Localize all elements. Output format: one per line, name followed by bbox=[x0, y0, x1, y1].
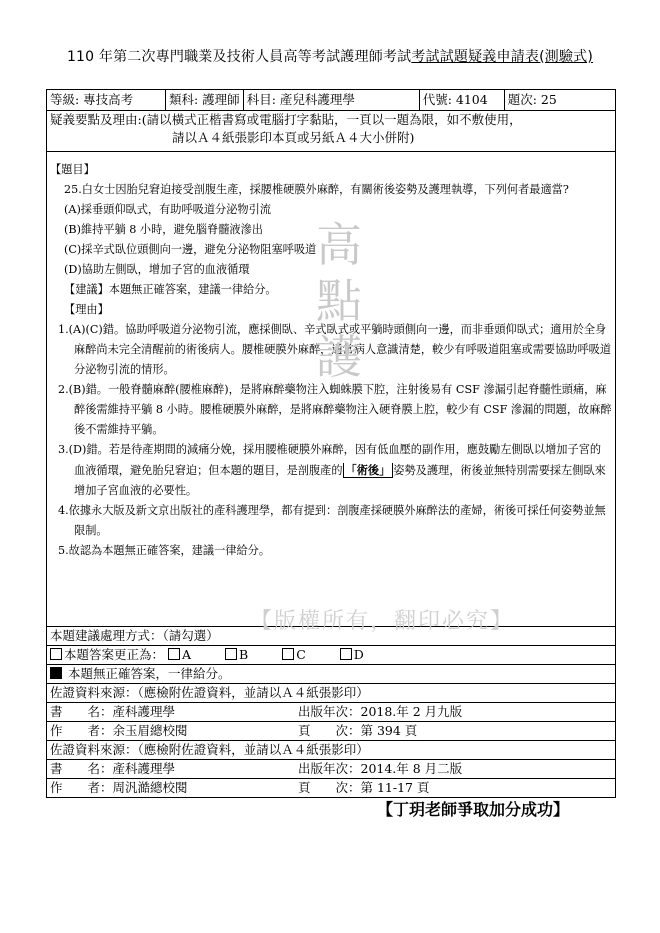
option-c: (C)採辛式臥位頭側向一邊，避免分泌物阻塞呼吸道 bbox=[64, 243, 317, 256]
category-cell: 類科: 護理師 bbox=[166, 90, 244, 111]
change-checkbox[interactable] bbox=[50, 648, 62, 660]
level-cell: 等級: 專技高考 bbox=[47, 90, 166, 111]
reason-3-emphasis: 「術後」 bbox=[343, 463, 394, 478]
source-1-head: 佐證資料來源：（應檢附佐證資料，並請以Ａ４紙張影印） bbox=[47, 684, 616, 703]
question-heading: 【題目】 bbox=[50, 163, 95, 176]
no-correct-label: 本題無正確答案，一律給分。 bbox=[67, 666, 231, 681]
source-1-row-1 bbox=[47, 703, 616, 722]
source-1-row-2 bbox=[47, 722, 616, 741]
source-2-edition: 出版年次：2014.年 8 月二版 bbox=[298, 761, 463, 776]
reason-3-part-a: 3.(D)錯。若是待產期間的減痛分娩，採用腰椎硬膜外麻醉，因有低血壓的副作用，應鼓勵左側臥以增加子宮的血液循環，避免胎兒窘迫；但本題的題目，是剖腹產的 bbox=[58, 443, 602, 477]
exam-title: 110 年第二次專門職業及技術人員高等考試護理師考試 bbox=[66, 49, 412, 65]
option-a-label: A bbox=[182, 647, 192, 662]
page-title bbox=[0, 46, 660, 66]
reason-5: 5.故認為本題無正確答案，建議一律給分。 bbox=[58, 544, 271, 557]
reason-4: 4.依據永大版及新文京出版社的產科護理學，都有提到：剖腹產採硬膜外麻醉法的產婦，術後可採任何姿勢並無限制。 bbox=[58, 504, 606, 537]
option-d: (D)協助左側臥，增加子宮的血液循環 bbox=[64, 263, 250, 276]
option-b-checkbox[interactable] bbox=[225, 648, 237, 660]
source-1-author: 作 者：余玉眉總校閱 bbox=[50, 723, 188, 738]
form-title: 考試試題疑義申請表(測驗式) bbox=[411, 49, 594, 65]
option-c-checkbox[interactable] bbox=[282, 648, 294, 660]
reason-heading: 【理由】 bbox=[64, 303, 109, 316]
question-stem: 25.白女士因胎兒窘迫接受剖腹生產，採腰椎硬膜外麻醉，有關術後姿勢及護理執導，下列何者最適當? bbox=[64, 183, 569, 196]
source-2-row-2 bbox=[47, 779, 616, 798]
reason-2: 2.(B)錯。一般脊髓麻醉(腰椎麻醉)，是將麻醉藥物注入蜘蛛膜下腔，注射後易有 CSF 滲漏引起脊髓性頭痛，麻醉後需維持平躺 8 小時。腰椎硬膜外麻醉，是將麻醉藥物注入硬脊膜上腔，較少有 CSF 滲漏的問題，故麻醉後不需維持平躺。 bbox=[58, 383, 612, 436]
number-cell: 題次: 25 bbox=[504, 90, 615, 111]
option-a-checkbox[interactable] bbox=[168, 648, 180, 660]
source-2-book: 書 名：產科護理學 bbox=[50, 761, 176, 776]
content-cell bbox=[47, 152, 616, 627]
handling-head: 本題建議處理方式：（請勾選） bbox=[47, 627, 616, 646]
reason-1: 1.(A)(C)錯。協助呼吸道分泌物引流，應採側臥、辛式臥式或平躺時頭側向一邊，而非垂頭仰臥式；適用於全身麻醉尚未完全清醒前的術後病人。腰椎硬膜外麻醉，通常病人意識清楚，較少有呼吸道阻塞或需要協助呼吸道分泌物引流的情形。 bbox=[58, 323, 612, 376]
header-row bbox=[47, 90, 616, 111]
source-2-page: 頁 次：第 11-17 頁 bbox=[298, 780, 430, 795]
option-b: (B)維持平躺 8 小時，避免腦脊髓液滲出 bbox=[64, 223, 263, 236]
option-d-label: D bbox=[353, 647, 364, 662]
source-1-edition: 出版年次：2018.年 2 月九版 bbox=[298, 704, 463, 719]
source-2-row-1 bbox=[47, 760, 616, 779]
answer-change-row bbox=[47, 646, 616, 665]
subject-cell: 科目: 產兒科護理學 bbox=[243, 90, 419, 111]
note-cell bbox=[47, 111, 616, 152]
source-1-book: 書 名：產科護理學 bbox=[50, 704, 176, 719]
source-1-page: 頁 次：第 394 頁 bbox=[298, 723, 418, 738]
watermark-copyright: 【版權所有，翻印必究】 bbox=[250, 609, 515, 634]
reason-3-part-b: 姿勢及護理，術後並無特別需要採左側臥來增加子宮血液的必要性。 bbox=[74, 464, 606, 497]
appeal-form bbox=[46, 89, 616, 798]
option-d-checkbox[interactable] bbox=[340, 648, 352, 660]
code-cell: 代號: 4104 bbox=[419, 90, 504, 111]
option-a: (A)採垂頭仰臥式，有助呼吸道分泌物引流 bbox=[64, 203, 271, 216]
no-correct-checkbox[interactable] bbox=[50, 667, 62, 679]
source-2-author: 作 者：周汎澔總校閱 bbox=[50, 780, 188, 795]
footer-banner: 【丁玥老師爭取加分成功】 bbox=[377, 800, 570, 819]
no-correct-row bbox=[47, 665, 616, 684]
source-2-head: 佐證資料來源：（應檢附佐證資料，並請以Ａ４紙張影印） bbox=[47, 741, 616, 760]
reason-3 bbox=[50, 440, 612, 501]
option-c-label: C bbox=[296, 647, 306, 662]
suggestion-text: 【建議】本題無正確答案，建議一律給分。 bbox=[64, 283, 277, 296]
option-b-label: B bbox=[239, 647, 249, 662]
change-label: 本題答案更正為： bbox=[64, 647, 165, 662]
watermark-big: 高 點 護 bbox=[316, 218, 362, 384]
note-line-2: 請以Ａ４紙張影印本頁或另紙Ａ４大小併附) bbox=[172, 130, 415, 145]
note-line-1: 疑義要點及理由:(請以橫式正楷書寫或電腦打字黏貼，一頁以一題為限，如不敷使用， bbox=[50, 112, 522, 127]
